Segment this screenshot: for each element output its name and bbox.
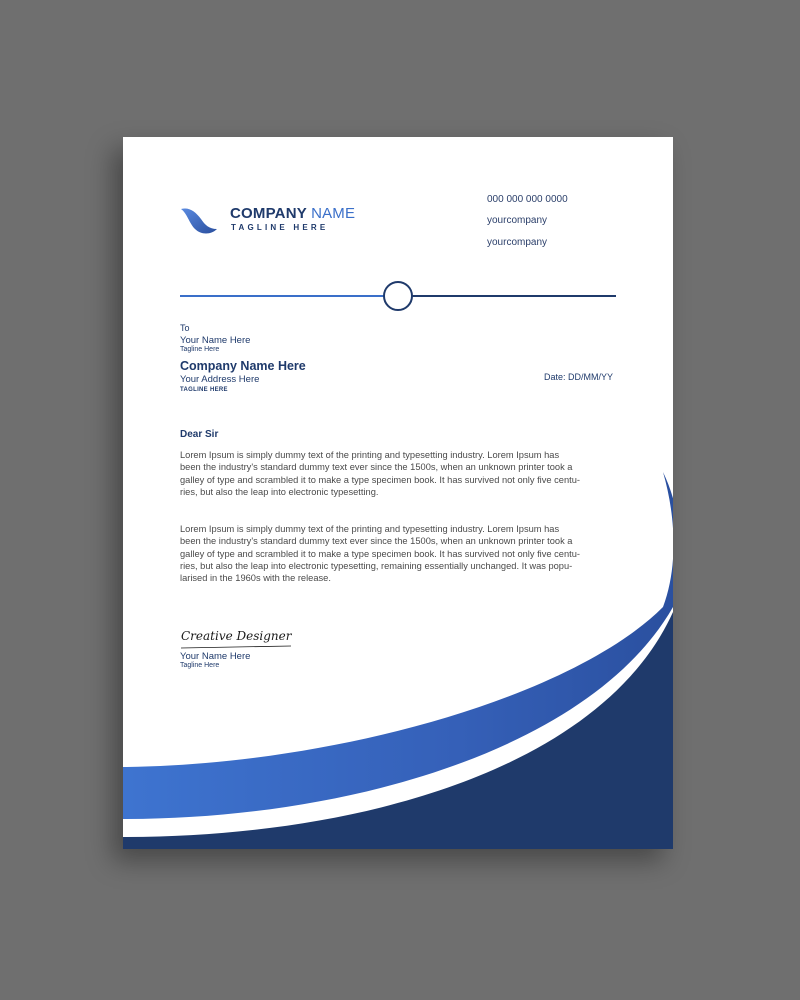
recipient-name: Your Name Here xyxy=(180,335,251,346)
company-logo-icon xyxy=(179,205,219,235)
contact-line-2: yourcompany xyxy=(487,215,548,226)
paragraph-2-line: galley of type and scrambled it to make a type specimen book. It has survived not only five centu- xyxy=(180,548,580,559)
paragraph-1-line: Lorem Ipsum is simply dummy text of the printing and typesetting industry. Lorem Ipsum has xyxy=(180,450,560,460)
recipient-tagline-caps: TAGLINE HERE xyxy=(180,387,228,393)
body-paragraph-2 xyxy=(180,523,620,584)
signature-tagline: Tagline Here xyxy=(180,662,220,669)
recipient-to-label: To xyxy=(180,323,190,333)
header-divider-right xyxy=(412,295,616,297)
recipient-tagline: Tagline Here xyxy=(180,346,220,353)
body-paragraph-1 xyxy=(180,449,620,498)
signature-graphic xyxy=(179,622,295,652)
company-name-light: NAME xyxy=(311,205,356,222)
company-name xyxy=(230,205,355,222)
company-name-bold: COMPANY xyxy=(230,205,307,222)
contact-phone: 000 000 000 0000 xyxy=(487,194,568,205)
signature-script: Creative Designer xyxy=(181,629,292,643)
signature-name: Your Name Here xyxy=(180,651,251,662)
paragraph-1-line: ries, but also the leap into electronic typesetting. xyxy=(180,486,379,497)
paragraph-1-line: galley of type and scrambled it to make a type specimen book. It has survived not only five centu- xyxy=(180,474,580,485)
salutation: Dear Sir xyxy=(180,429,219,440)
company-tagline: TAGLINE HERE xyxy=(231,223,329,232)
letterhead-page xyxy=(123,137,673,849)
paragraph-2-line: ries, but also the leap into electronic typesetting, remaining essentially unchanged. It was popu- xyxy=(180,560,573,571)
contact-line-3: yourcompany xyxy=(487,237,548,248)
paragraph-1-line: been the industry's standard dummy text ever since the 1500s, when an unknown printer took a xyxy=(180,462,573,473)
header-divider-circle xyxy=(383,281,413,311)
recipient-company: Company Name Here xyxy=(180,359,306,373)
recipient-address: Your Address Here xyxy=(180,374,260,385)
paragraph-2-line: larised in the 1960s with the release. xyxy=(180,573,331,584)
letter-date: Date: DD/MM/YY xyxy=(544,372,614,382)
paragraph-2-line: been the industry's standard dummy text ever since the 1500s, when an unknown printer took a xyxy=(180,536,573,547)
paragraph-2-line: Lorem Ipsum is simply dummy text of the printing and typesetting industry. Lorem Ipsum has xyxy=(180,524,560,534)
header-divider-left xyxy=(180,295,384,297)
